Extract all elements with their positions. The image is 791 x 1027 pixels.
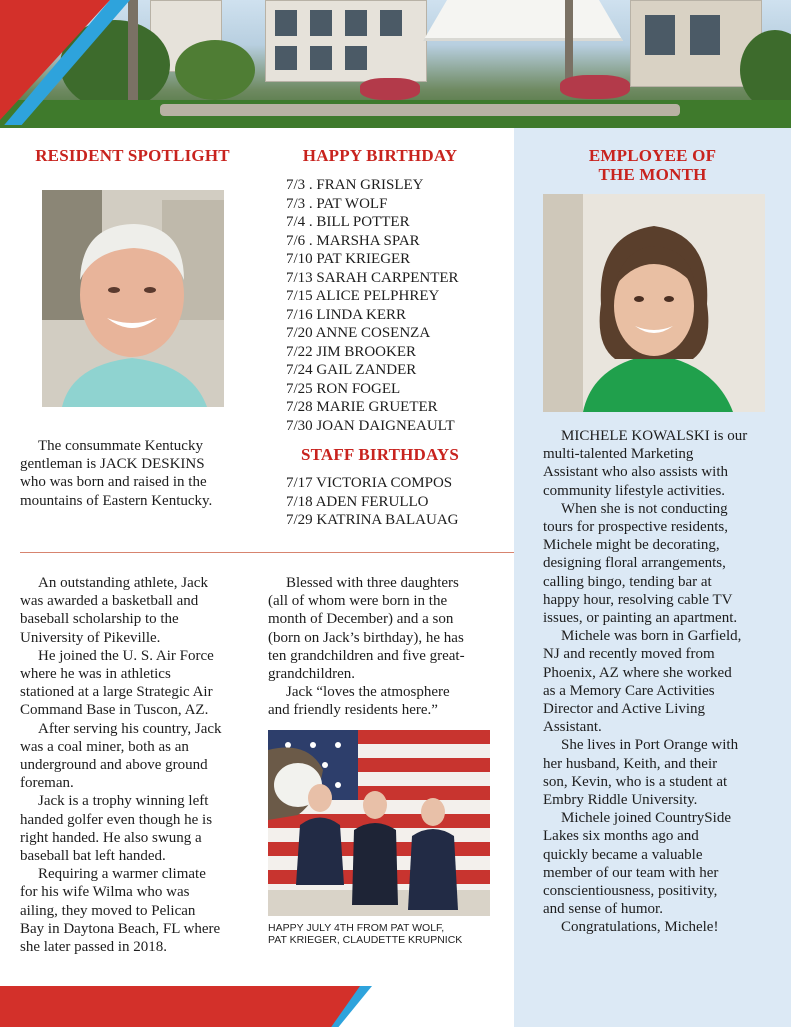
story-line: was a coal miner, both as an: [20, 738, 189, 755]
story-line: ailing, they moved to Pelican: [20, 902, 196, 919]
birthday-item: 7/3 . FRAN GRISLEY: [286, 177, 424, 193]
spotlight-intro-line: mountains of Eastern Kentucky.: [20, 492, 213, 509]
story-line: University of Pikeville.: [20, 629, 161, 646]
bio-line: son, Kevin, who is a student at: [543, 773, 728, 790]
birthday-item: 7/28 MARIE GRUETER: [286, 399, 438, 415]
story-line: An outstanding athlete, Jack: [38, 575, 208, 591]
flag-background-illustration: [268, 730, 490, 916]
window: [645, 15, 675, 55]
bio-line: Embry Riddle University.: [543, 792, 698, 809]
bio-line: tours for prospective residents,: [543, 519, 728, 536]
story-line: she later passed in 2018.: [20, 939, 168, 956]
resident-spotlight-heading: RESIDENT SPOTLIGHT: [35, 146, 230, 165]
story-line: month of December) and a son: [268, 611, 454, 628]
birthday-item: 7/20 ANNE COSENZA: [286, 325, 431, 341]
story-line: baseball scholarship to the: [20, 611, 179, 628]
bio-line: Lakes six months ago and: [543, 828, 699, 845]
birthday-item: 7/6 . MARSHA SPAR: [286, 232, 420, 249]
bio-line: member of our team with her: [543, 864, 719, 881]
story-line: He joined the U. S. Air Force: [38, 647, 214, 664]
resident-portrait-photo: [42, 190, 224, 407]
window: [345, 10, 367, 36]
bio-line: community lifestyle activities.: [543, 482, 726, 499]
story-line: where he was in athletics: [20, 666, 171, 683]
bio-line: When she is not conducting: [561, 500, 728, 517]
story-line: ten grandchildren and five great-: [268, 647, 465, 664]
staff-birthdays-heading: STAFF BIRTHDAYS: [300, 445, 460, 464]
birthday-item: 7/13 SARAH CARPENTER: [286, 269, 459, 286]
story-line: stationed at a large Strategic Air: [20, 684, 213, 701]
birthday-item: 7/15 ALICE PELPHREY: [286, 288, 440, 304]
story-line: for his wife Wilma who was: [20, 884, 190, 901]
bio-line: She lives in Port Orange with: [561, 737, 739, 754]
birthday-item: 7/4 . BILL POTTER: [286, 214, 410, 230]
spotlight-story-column-2: [268, 574, 508, 720]
header-photo-community: [0, 0, 791, 128]
bio-line: quickly became a valuable: [543, 846, 703, 863]
july-4th-group-photo: [268, 730, 490, 916]
section-divider: [20, 552, 514, 553]
staff-birthday-item: 7/18 ADEN FERULLO: [286, 493, 429, 510]
bio-line: Phoenix, AZ where she worked: [543, 664, 732, 681]
employee-bio: [543, 427, 783, 937]
group-photo-caption: [268, 922, 508, 946]
bio-line: her husband, Keith, and their: [543, 755, 718, 772]
story-line: After serving his country, Jack: [38, 720, 222, 737]
story-line: Jack “loves the atmosphere: [286, 684, 450, 701]
bio-line: conscientiousness, positivity,: [543, 883, 718, 900]
spotlight-intro: [20, 437, 246, 510]
birthday-item: 7/24 GAIL ZANDER: [286, 362, 417, 378]
story-line: Requiring a warmer climate: [38, 866, 206, 883]
story-line: underground and above ground: [20, 757, 208, 774]
staff-birthday-list: [286, 474, 459, 530]
story-line: foreman.: [20, 775, 74, 792]
story-line: was awarded a basketball and: [20, 593, 199, 610]
entrance-canopy: [423, 0, 623, 41]
story-line: baseball bat left handed.: [20, 848, 166, 865]
bottom-stripe-red: [0, 986, 360, 1027]
story-line: right handed. He also swung a: [20, 829, 202, 846]
bio-line: Michele was born in Garfield,: [561, 628, 742, 645]
story-line: Bay in Daytona Beach, FL where: [20, 920, 221, 937]
window: [690, 15, 720, 55]
bio-line: Michele might be decorating,: [543, 537, 720, 554]
birthday-item: 7/22 JIM BROOKER: [286, 343, 417, 360]
story-line: Command Base in Tuscon, AZ.: [20, 702, 209, 719]
bio-line: happy hour, resolving cable TV: [543, 591, 733, 608]
bio-line: Congratulations, Michele!: [561, 919, 719, 936]
story-line: handed golfer even though he is: [20, 811, 213, 828]
spotlight-intro-line: The consummate Kentucky: [38, 438, 203, 454]
bio-line: as a Memory Care Activities: [543, 682, 715, 699]
bio-line: and sense of humor.: [543, 901, 663, 918]
birthday-list: [286, 176, 459, 435]
bio-line: Director and Active Living: [543, 701, 706, 718]
flower-bed: [560, 75, 630, 99]
spotlight-intro-line: who was born and raised in the: [20, 474, 207, 491]
story-line: grandchildren.: [268, 666, 356, 683]
tree: [175, 40, 255, 100]
window: [275, 10, 297, 36]
caption-line: PAT KRIEGER, CLAUDETTE KRUPNICK: [268, 934, 463, 946]
bio-line: Michele joined CountrySide: [561, 810, 731, 827]
birthday-item: 7/30 JOAN DAIGNEAULT: [286, 417, 455, 434]
bio-line: NJ and recently moved from: [543, 646, 715, 663]
staff-birthday-item: 7/17 VICTORIA COMPOS: [286, 475, 453, 491]
bio-line: Assistant who also assists with: [543, 464, 729, 481]
employee-of-month-heading: [514, 146, 791, 184]
bio-line: calling bingo, tending bar at: [543, 573, 712, 590]
staff-birthday-item: 7/29 KATRINA BALAUAG: [286, 512, 459, 528]
spotlight-intro-line: gentleman is JACK DESKINS: [20, 456, 205, 473]
window: [310, 10, 332, 36]
story-line: Jack is a trophy winning left: [38, 793, 209, 810]
caption-line: HAPPY JULY 4TH FROM PAT WOLF,: [268, 922, 445, 934]
bio-line: MICHELE KOWALSKI is our: [561, 428, 748, 444]
story-line: (all of whom were born in the: [268, 593, 448, 610]
birthday-item: 7/10 PAT KRIEGER: [286, 251, 411, 267]
birthday-item: 7/3 . PAT WOLF: [286, 195, 388, 212]
employee-portrait-photo: [543, 194, 765, 412]
portrait-illustration: [42, 190, 224, 407]
story-line: Blessed with three daughters: [286, 575, 459, 591]
spotlight-story-column-1: [20, 574, 256, 956]
flower-bed: [360, 78, 420, 100]
heading-line: THE MONTH: [598, 165, 707, 184]
birthday-item: 7/25 RON FOGEL: [286, 380, 401, 397]
birthday-item: 7/16 LINDA KERR: [286, 306, 406, 323]
tree-trunk: [128, 0, 138, 110]
bio-line: issues, or painting an apartment.: [543, 610, 738, 627]
heading-line: EMPLOYEE OF: [588, 146, 717, 165]
window: [380, 10, 402, 36]
bio-line: designing floral arrangements,: [543, 555, 726, 572]
bio-line: multi-talented Marketing: [543, 446, 694, 463]
happy-birthday-heading: HAPPY BIRTHDAY: [302, 146, 458, 165]
employee-portrait-illustration: [543, 194, 765, 412]
story-line: (born on Jack’s birthday), he has: [268, 629, 464, 646]
window: [275, 46, 297, 70]
walkway: [160, 104, 680, 116]
story-line: and friendly residents here.”: [268, 702, 438, 719]
bio-line: Assistant.: [543, 719, 602, 736]
window: [310, 46, 332, 70]
window: [345, 46, 367, 70]
